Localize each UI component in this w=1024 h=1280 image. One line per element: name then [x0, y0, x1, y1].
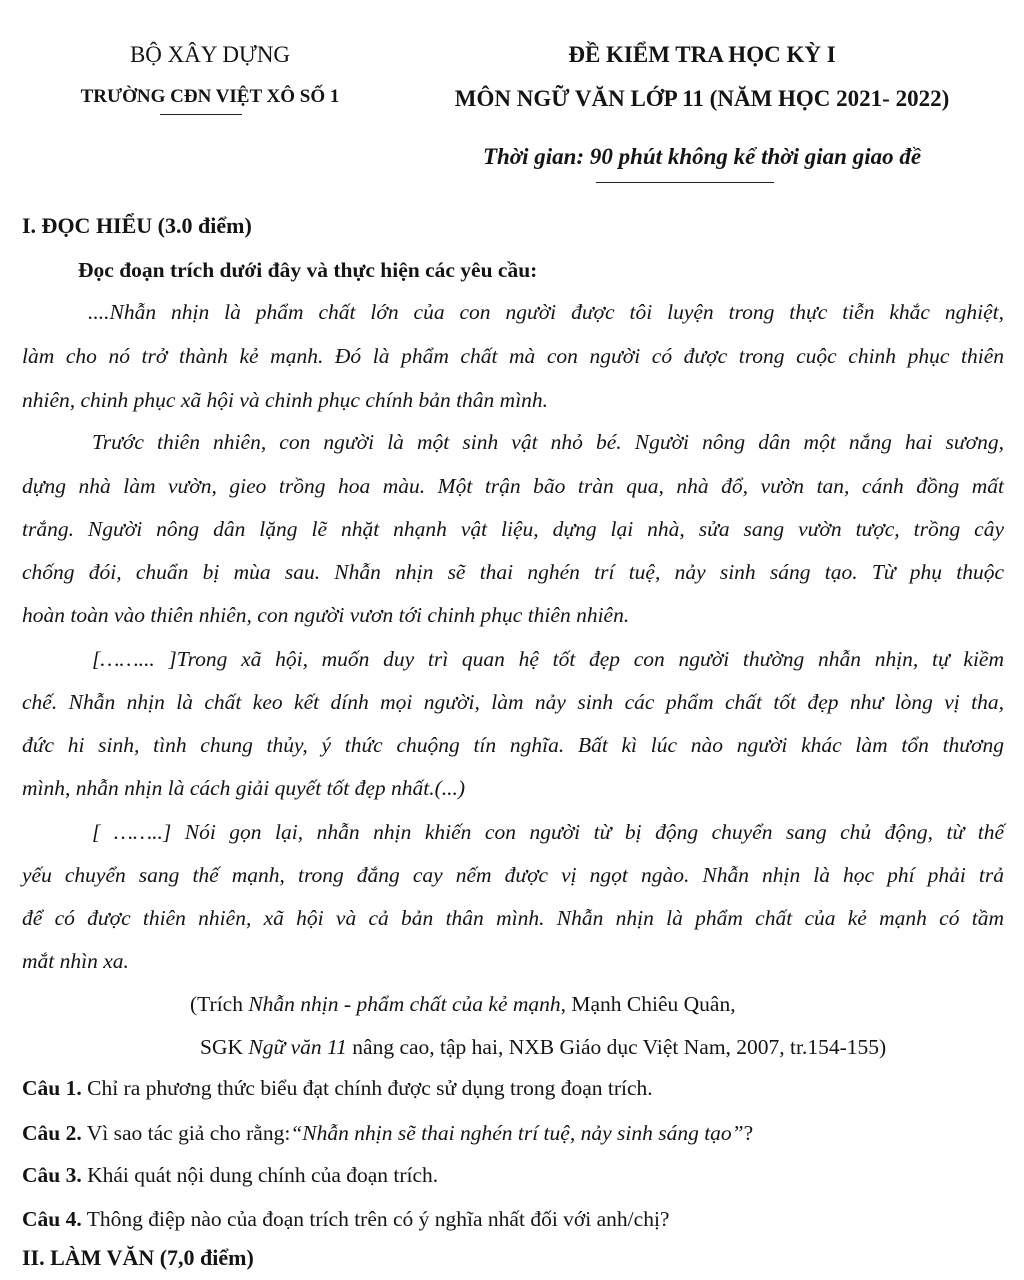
- question-text: Vì sao tác giả cho rằng:: [81, 1121, 291, 1145]
- exam-time: Thời gian: 90 phút không kể thời gian giao đề: [482, 144, 922, 169]
- citation-work-title: Nhẫn nhịn - phẩm chất của kẻ mạnh: [248, 992, 561, 1016]
- passage-line: ....Nhẫn nhịn là phẩm chất lớn của con người được tôi luyện trong thực tiễn khắc nghiệt,: [88, 300, 1004, 324]
- question-label: Câu 3.: [22, 1163, 82, 1187]
- school-name: TRƯỜNG CĐN VIỆT XÔ SỐ 1: [80, 86, 340, 107]
- passage-line: trắng. Người nông dân lặng lẽ nhặt nhạnh vật liệu, dựng lại nhà, sửa sang vườn tược, trồng cây: [22, 517, 1004, 541]
- question-text: Chỉ ra phương thức biểu đạt chính được sử dụng trong đoạn trích.: [81, 1076, 653, 1100]
- citation-book-title: Ngữ văn 11: [248, 1035, 347, 1059]
- question-label: Câu 2.: [22, 1121, 82, 1145]
- question-4: [22, 1205, 1004, 1233]
- exam-title: ĐỀ KIỂM TRA HỌC KỲ I: [568, 42, 836, 67]
- passage-line: mắt nhìn xa.: [22, 949, 129, 973]
- passage-line: [ ……..] Nói gọn lại, nhẫn nhịn khiến con người từ bị động chuyển sang chủ động, từ thế: [92, 820, 1004, 844]
- exam-subject: MÔN NGỮ VĂN LỚP 11 (NĂM HỌC 2021- 2022): [454, 86, 950, 111]
- passage-line: hoàn toàn vào thiên nhiên, con người vươn tới chinh phục thiên nhiên.: [22, 603, 630, 627]
- citation-line-2: [200, 1033, 1004, 1061]
- reading-instruction: Đọc đoạn trích dưới đây và thực hiện các yêu cầu:: [78, 258, 538, 282]
- question-1: [22, 1074, 1004, 1102]
- passage-line: nhiên, chinh phục xã hội và chinh phục chính bản thân mình.: [22, 388, 549, 412]
- question-text: Khái quát nội dung chính của đoạn trích.: [81, 1163, 439, 1187]
- question-quote: “Nhẫn nhịn sẽ thai nghén trí tuệ, nảy sinh sáng tạo”: [290, 1121, 744, 1145]
- header-right-underline: [596, 182, 774, 183]
- citation-author: , Mạnh Chiêu Quân,: [560, 992, 736, 1016]
- passage-line: mình, nhẫn nhịn là cách giải quyết tốt đẹp nhất.(...): [22, 776, 466, 800]
- passage-line: [……... ]Trong xã hội, muốn duy trì quan hệ tốt đẹp con người thường nhẫn nhịn, tự kiềm: [92, 647, 1004, 671]
- passage-line: đức hi sinh, tình chung thủy, ý thức chuộng tín nghĩa. Bất kì lúc nào người khác làm tổn thương: [22, 733, 1004, 757]
- citation-prefix: (Trích: [190, 992, 249, 1016]
- citation-line-1: [190, 990, 1004, 1018]
- question-2: [22, 1119, 1004, 1147]
- passage-line: chống đói, chuẩn bị mùa sau. Nhẫn nhịn sẽ thai nghén trí tuệ, nảy sinh sáng tạo. Từ phụ thuộc: [22, 560, 1004, 584]
- question-text: Thông điệp nào của đoạn trích trên có ý nghĩa nhất đối với anh/chị?: [81, 1207, 670, 1231]
- citation-publisher: nâng cao, tập hai, NXB Giáo dục Việt Nam, 2007, tr.154-155): [346, 1035, 887, 1059]
- passage-line: chế. Nhẫn nhịn là chất keo kết dính mọi người, làm nảy sinh các phẩm chất tốt đẹp như lòng vị tha,: [22, 690, 1004, 714]
- question-label: Câu 4.: [22, 1207, 82, 1231]
- citation-book-prefix: SGK: [200, 1035, 249, 1059]
- passage-line: Trước thiên nhiên, con người là một sinh vật nhỏ bé. Người nông dân một nắng hai sương,: [92, 430, 1004, 454]
- ministry-name: BỘ XÂY DỰNG: [129, 42, 291, 67]
- passage-line: yếu chuyển sang thế mạnh, trong đắng cay nếm được vị ngọt ngào. Nhẫn nhịn là học phí phải trả: [22, 863, 1004, 887]
- section-1-title: I. ĐỌC HIỂU (3.0 điểm): [22, 213, 252, 238]
- question-3: [22, 1161, 1004, 1189]
- passage-line: để có được thiên nhiên, xã hội và cả bản thân mình. Nhẫn nhịn là phẩm chất của kẻ mạnh có tầm: [22, 906, 1004, 930]
- section-2-title: II. LÀM VĂN (7,0 điểm): [22, 1245, 254, 1270]
- question-end: ?: [743, 1121, 754, 1145]
- header-left-underline: [160, 114, 242, 115]
- passage-line: dựng nhà làm vườn, gieo trồng hoa màu. Một trận bão tràn qua, nhà đổ, vườn tan, cánh đồng mất: [22, 474, 1004, 498]
- question-label: Câu 1.: [22, 1076, 82, 1100]
- passage-line: làm cho nó trở thành kẻ mạnh. Đó là phẩm chất mà con người có được trong cuộc chinh phục thiên: [22, 344, 1004, 368]
